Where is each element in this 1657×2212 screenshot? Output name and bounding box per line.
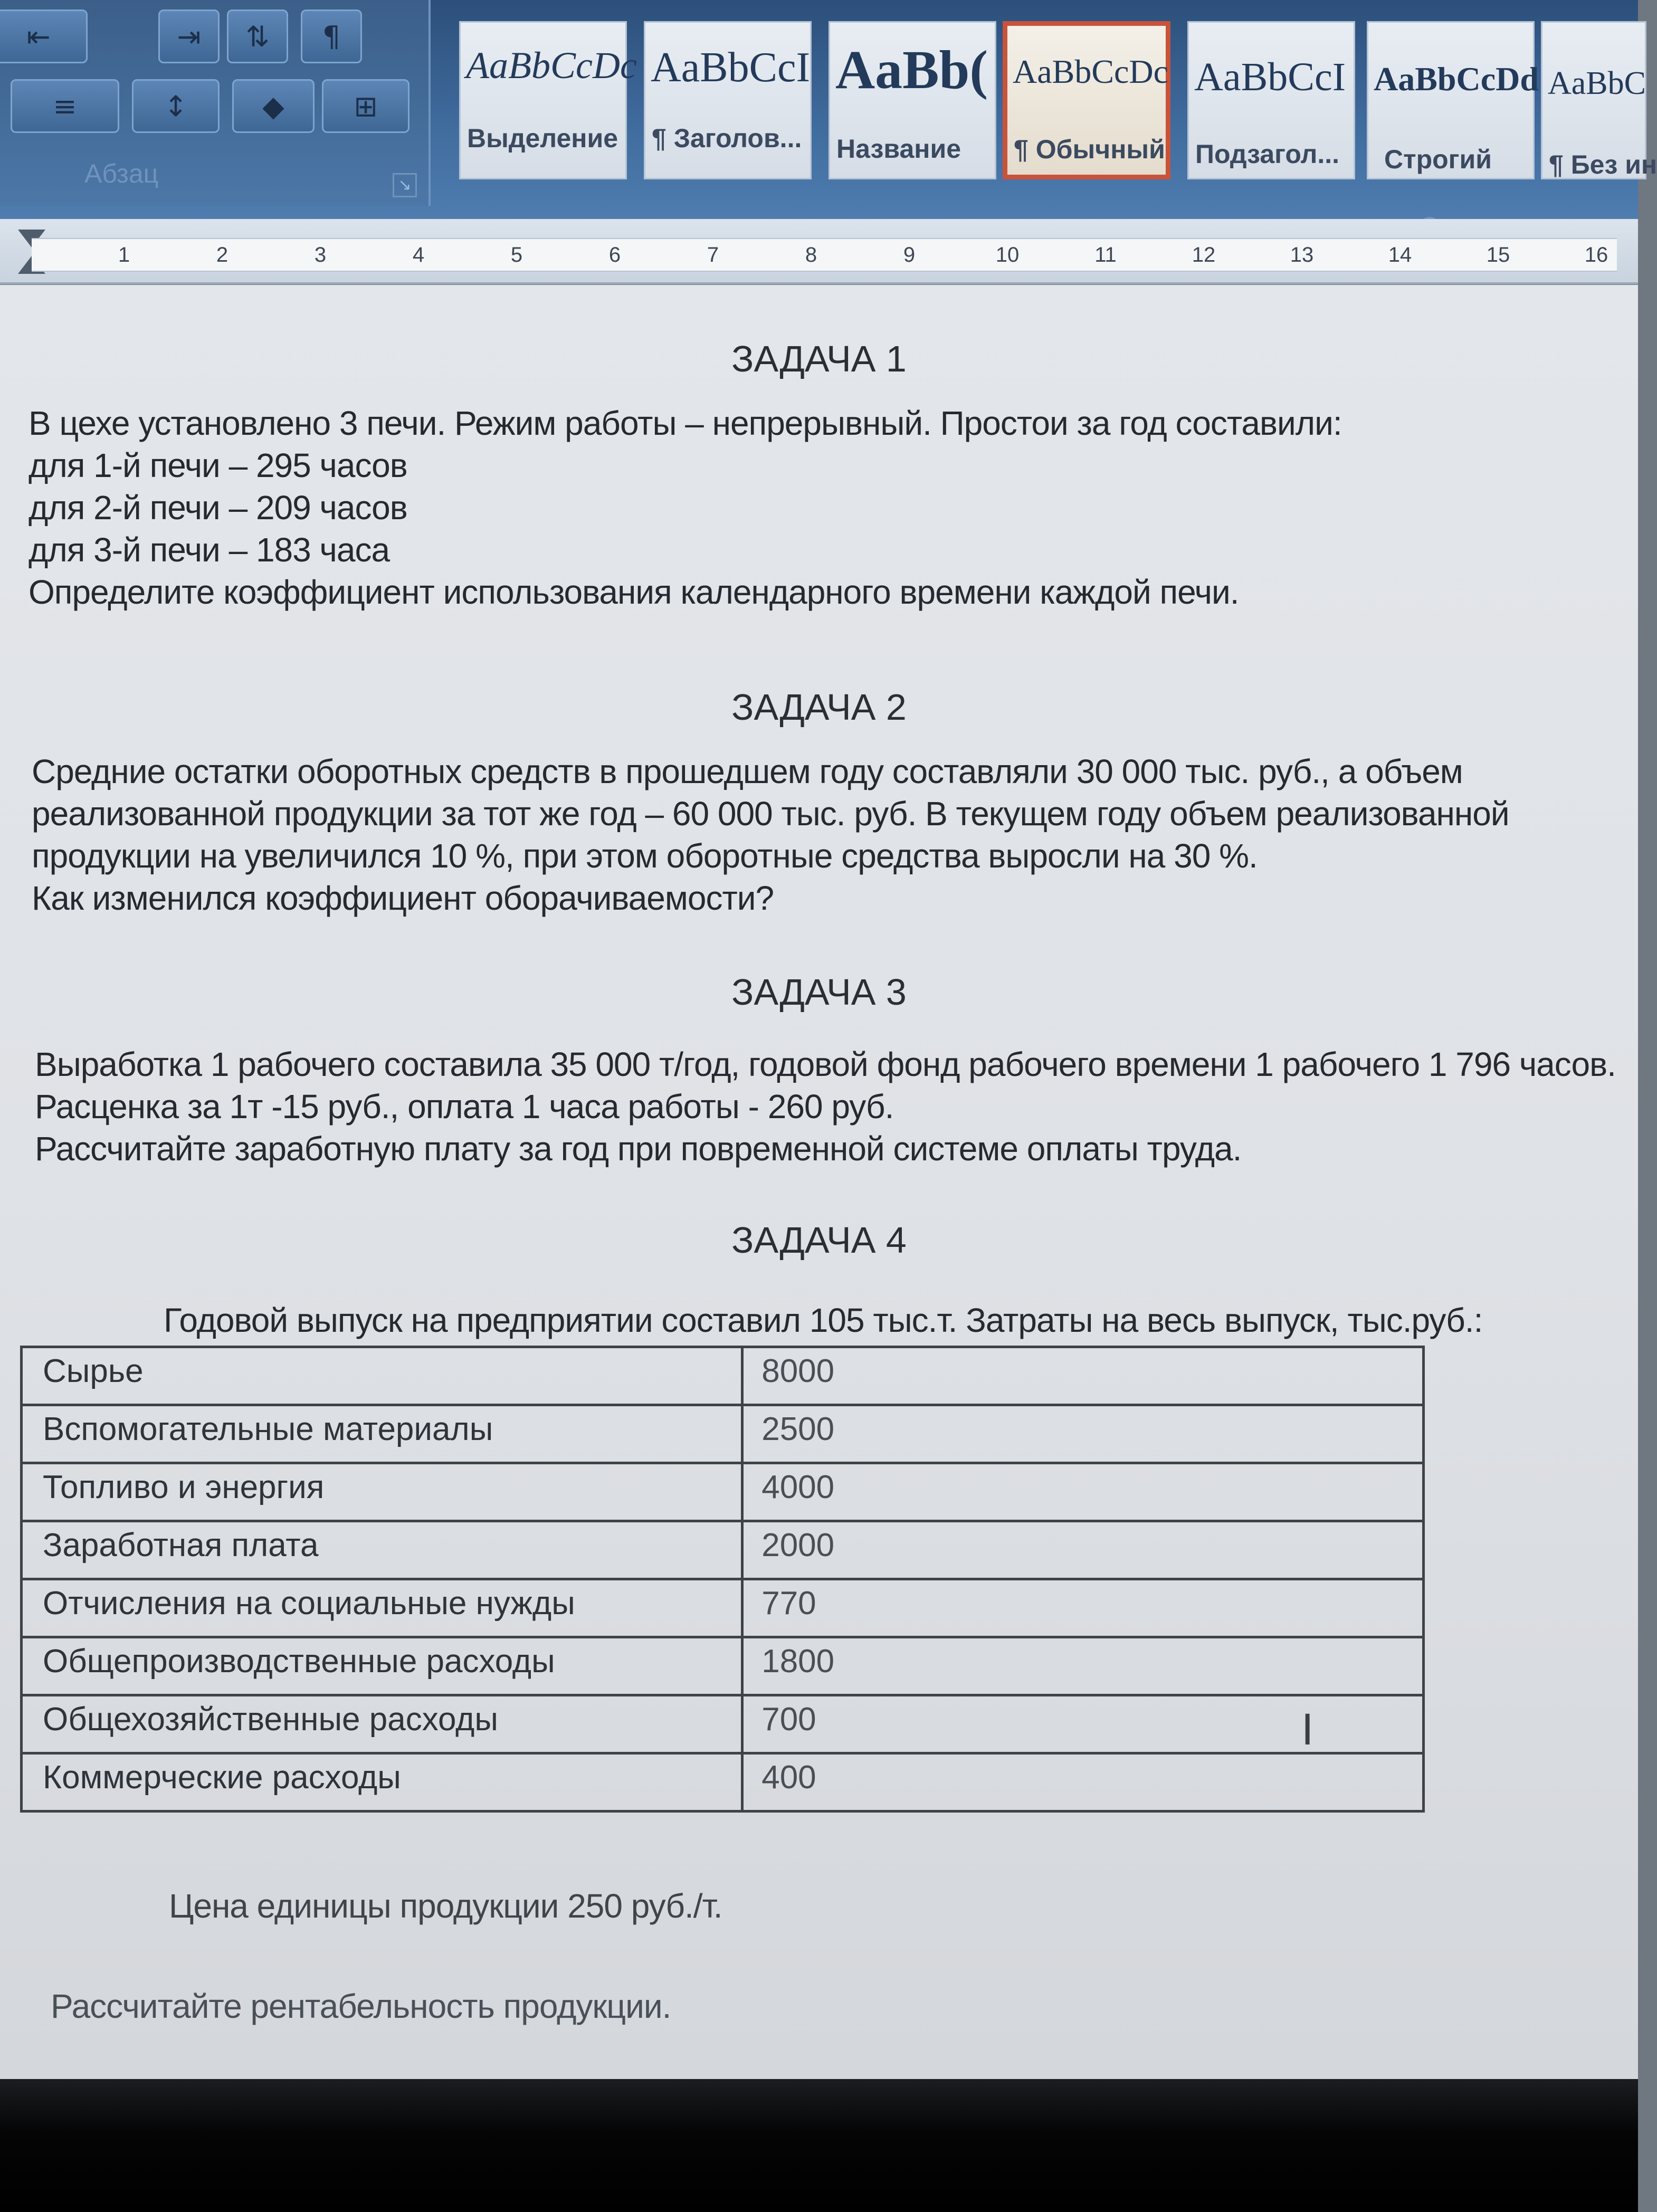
table-row	[22, 1347, 1424, 1405]
ruler-number: 2	[216, 243, 228, 266]
task1-line: для 3-й печи – 183 часа	[28, 531, 390, 569]
task2-line: Как изменился коэффициент оборачиваемости?	[32, 879, 774, 917]
ruler-number: 9	[903, 243, 916, 266]
cost-item[interactable]: Отчисления на социальные нужды	[22, 1579, 742, 1637]
cost-value[interactable]: 8000	[742, 1347, 1424, 1405]
task3-heading: ЗАДАЧА 3	[731, 971, 907, 1013]
paragraph-group	[0, 0, 431, 206]
document-page[interactable]	[0, 285, 1638, 2079]
ruler-number: 3	[314, 243, 327, 266]
cost-item[interactable]: Общехозяйственные расходы	[22, 1695, 742, 1753]
style-sample: AaBb(	[835, 40, 988, 100]
styles-gallery	[438, 11, 1657, 195]
table-row	[22, 1405, 1424, 1463]
table-row	[22, 1463, 1424, 1521]
decrease-indent-icon[interactable]: ⇤	[0, 9, 88, 63]
paragraph-group-label: Абзац	[84, 159, 159, 188]
line-spacing-icon[interactable]: ↕	[132, 79, 220, 133]
monitor-bezel	[0, 2079, 1638, 2212]
style-name: ¶ Заголов...	[652, 123, 802, 153]
style-sample: AaBbCcDc	[1013, 53, 1169, 90]
task2-line: реализованной продукции за тот же год – 60 000 тыс. руб. В текущем году объем реализованной	[32, 795, 1509, 833]
table-row	[22, 1753, 1424, 1811]
cost-item[interactable]: Коммерческие расходы	[22, 1753, 742, 1811]
style-sample: AaBbCcI	[1194, 55, 1346, 99]
cost-value[interactable]: 2500	[742, 1405, 1424, 1463]
task2-line: продукции на увеличился 10 %, при этом оборотные средства выросли на 30 %.	[32, 837, 1258, 875]
task1-line: В цехе установлено 3 печи. Режим работы – непрерывный. Простои за год составили:	[28, 404, 1342, 442]
cost-item[interactable]: Общепроизводственные расходы	[22, 1637, 742, 1695]
task4-question: Рассчитайте рентабельность продукции.	[51, 1987, 671, 2025]
ruler-number: 7	[707, 243, 719, 266]
cost-item[interactable]: Вспомогательные материалы	[22, 1405, 742, 1463]
shading-icon[interactable]: ◆	[232, 79, 315, 133]
ruler-number: 12	[1192, 243, 1216, 266]
task2-heading: ЗАДАЧА 2	[731, 687, 907, 728]
table-row	[22, 1521, 1424, 1579]
style-sample: AaBbCcDc	[466, 44, 637, 87]
task4-price: Цена единицы продукции 250 руб./т.	[169, 1887, 722, 1925]
style-vydelenie[interactable]	[459, 21, 637, 179]
ruler-number: 4	[412, 243, 425, 266]
style-name: Выделение	[467, 123, 618, 153]
style-name: ¶ Обычный	[1014, 135, 1165, 164]
style-name: Строгий	[1384, 145, 1492, 174]
ruler-number: 5	[510, 243, 523, 266]
ruler-strip	[32, 238, 1617, 272]
horizontal-ruler[interactable]	[0, 219, 1638, 284]
style-name: ¶ Без ин	[1549, 150, 1657, 179]
cost-value[interactable]: 770	[742, 1579, 1424, 1637]
task4-heading: ЗАДАЧА 4	[731, 1219, 907, 1261]
style-obychny[interactable]	[1003, 21, 1170, 179]
task1-line: для 2-й печи – 209 часов	[28, 489, 407, 527]
style-name: Подзагол...	[1195, 139, 1340, 169]
table-row	[22, 1579, 1424, 1637]
ruler-number: 15	[1486, 243, 1510, 266]
ruler-number: 10	[995, 243, 1020, 266]
dialog-launcher-icon[interactable]: ↘	[393, 173, 417, 197]
style-bez-intervala[interactable]	[1541, 21, 1657, 179]
task4-intro: Годовой выпуск на предприятии составил 105 тыс.т. Затраты на весь выпуск, тыс.руб.:	[164, 1301, 1483, 1339]
show-marks-icon[interactable]: ¶	[301, 9, 362, 63]
table-row	[22, 1695, 1424, 1753]
cost-value[interactable]: 2000	[742, 1521, 1424, 1579]
ruler-number: 13	[1290, 243, 1314, 266]
style-sample: AaBbC	[1548, 65, 1646, 101]
cost-item[interactable]: Сырье	[22, 1347, 742, 1405]
ruler-number: 1	[118, 243, 130, 266]
task1-heading: ЗАДАЧА 1	[731, 338, 907, 379]
increase-indent-icon[interactable]: ⇥	[158, 9, 220, 63]
align-justify-icon[interactable]: ≡	[11, 79, 119, 133]
cost-value[interactable]: 400	[742, 1753, 1424, 1811]
task3-line: Выработка 1 рабочего составила 35 000 т/год, годовой фонд рабочего времени 1 рабочего 1 796 часов.	[35, 1045, 1616, 1083]
table-row	[22, 1637, 1424, 1695]
sort-icon[interactable]: ⇅	[227, 9, 288, 63]
cost-value[interactable]: 1800	[742, 1637, 1424, 1695]
style-podzagolovok[interactable]	[1187, 21, 1355, 179]
text-cursor-icon: I	[1301, 1704, 1314, 1754]
ruler-number: 11	[1094, 243, 1117, 266]
task3-line: Расценка за 1т -15 руб., оплата 1 часа работы - 260 руб.	[35, 1088, 894, 1126]
style-name: Название	[836, 134, 961, 164]
style-nazvanie[interactable]	[829, 21, 996, 179]
cost-value[interactable]: 4000	[742, 1463, 1424, 1521]
cost-table	[20, 1346, 1425, 1813]
ruler-number: 14	[1388, 243, 1412, 266]
ruler-number: 16	[1584, 243, 1608, 266]
task2-line: Средние остатки оборотных средств в прошедшем году составляли 30 000 тыс. руб., а объем	[32, 752, 1463, 790]
style-strogiy[interactable]	[1367, 21, 1539, 179]
style-zagolovok[interactable]	[644, 21, 812, 179]
task1-line: для 1-й печи – 295 часов	[28, 446, 407, 484]
cost-item[interactable]: Заработная плата	[22, 1521, 742, 1579]
task1-line: Определите коэффициент использования календарного времени каждой печи.	[28, 573, 1239, 611]
style-sample: AaBbCcDd	[1374, 60, 1539, 98]
task3-line: Рассчитайте заработную плату за год при повременной системе оплаты труда.	[35, 1130, 1242, 1168]
cost-item[interactable]: Топливо и энергия	[22, 1463, 742, 1521]
ruler-number: 8	[805, 243, 817, 266]
style-sample: AaBbCcI	[651, 44, 811, 91]
ruler-number: 6	[608, 243, 621, 266]
cost-value[interactable]: 700	[742, 1695, 1424, 1753]
ribbon	[0, 0, 1657, 219]
borders-icon[interactable]: ⊞	[322, 79, 410, 133]
